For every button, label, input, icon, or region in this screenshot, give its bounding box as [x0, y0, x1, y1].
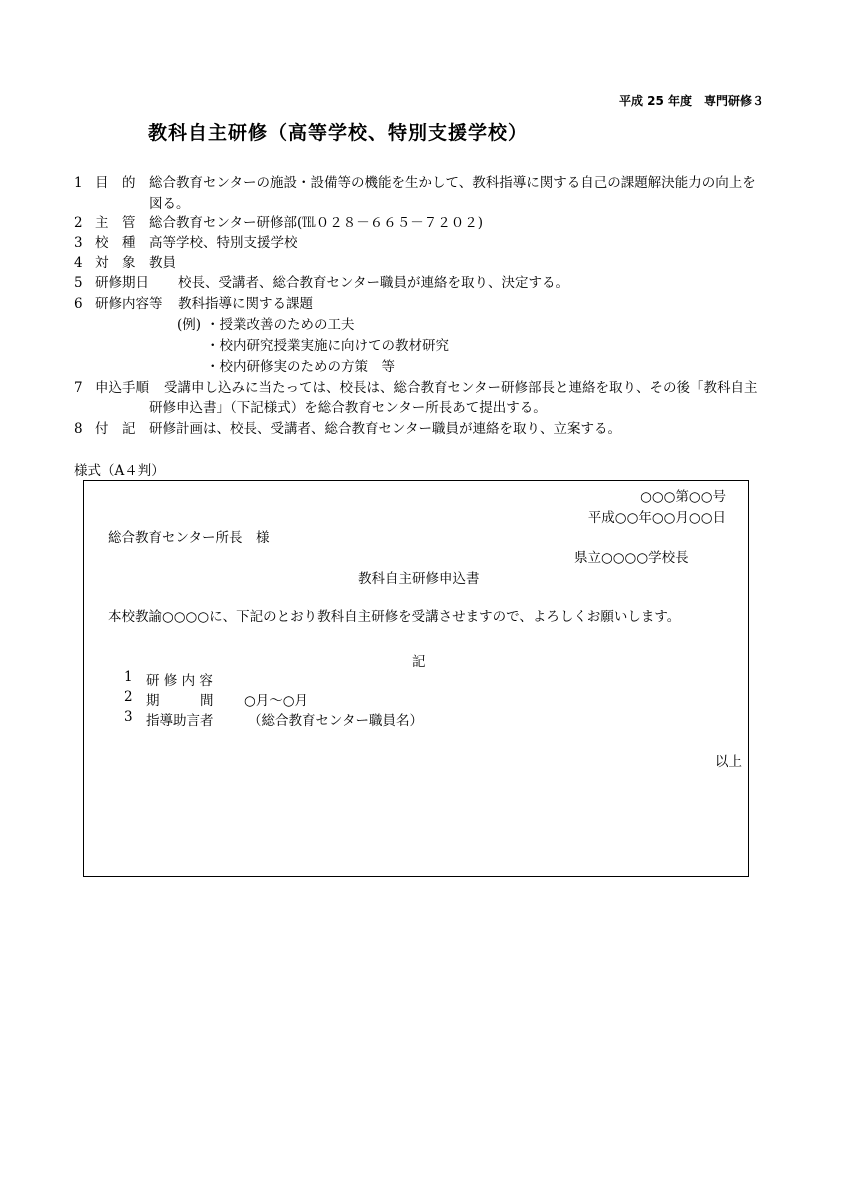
- form-title: 教科自主研修申込書: [358, 571, 480, 587]
- form-row-2-label: 期 間: [146, 693, 214, 709]
- item-3-number: 3: [74, 235, 83, 251]
- item-7-label: 申込手順: [95, 380, 149, 396]
- item-6-text: 教科指導に関する課題: [178, 296, 313, 312]
- item-7-text-line2: 研修申込書」（下記様式）を総合教育センター所長あて提出する。: [149, 400, 547, 416]
- form-format-label: 様式（A４判）: [74, 463, 165, 479]
- item-4-number: 4: [74, 255, 83, 271]
- page-title: 教科自主研修（高等学校、特別支援学校）: [148, 122, 529, 144]
- item-7-number: 7: [74, 380, 83, 396]
- item-4-label: 対 象: [95, 255, 136, 271]
- form-row-3-label: 指導助言者: [146, 713, 214, 729]
- form-ki: 記: [412, 654, 426, 670]
- item-1-label: 目 的: [95, 175, 136, 191]
- item-6-label: 研修内容等: [95, 296, 163, 312]
- item-5-number: 5: [74, 275, 83, 291]
- item-1-text-line2: 図る。: [149, 196, 190, 212]
- item-6-number: 6: [74, 296, 83, 312]
- item-2-text: 総合教育センター研修部(℡０２８－６６５－７２０２): [149, 215, 483, 231]
- item-8-number: 8: [74, 421, 83, 437]
- form-row-1-number: 1: [124, 669, 133, 685]
- item-6-example-1: ・授業改善のための工夫: [206, 317, 355, 333]
- item-3-text: 高等学校、特別支援学校: [149, 235, 298, 251]
- item-2-label: 主 管: [95, 215, 136, 231]
- item-3-label: 校 種: [95, 235, 136, 251]
- form-date: 平成○○年○○月○○日: [587, 510, 726, 526]
- form-sender: 県立○○○○学校長: [574, 550, 689, 566]
- form-addressee: 総合教育センター所長 様: [108, 530, 270, 546]
- item-2-number: 2: [74, 215, 83, 231]
- item-6-example-3: ・校内研修実のための方策 等: [206, 359, 395, 375]
- application-form-box: [83, 480, 749, 877]
- item-5-label: 研修期日: [95, 275, 149, 291]
- item-8-text: 研修計画は、校長、受講者、総合教育センター職員が連絡を取り、立案する。: [149, 421, 621, 437]
- form-row-1-label: 研 修 内 容: [146, 673, 213, 689]
- header-note: 平成 25 年度 専門研修３: [618, 94, 764, 108]
- form-closing: 以上: [715, 754, 742, 770]
- item-6-example-prefix: (例): [177, 317, 202, 333]
- item-4-text: 教員: [149, 255, 176, 271]
- item-7-text-line1: 受講申し込みに当たっては、校長は、総合教育センター研修部長と連絡を取り、その後「教科自主: [164, 380, 758, 396]
- form-row-3-number: 3: [124, 709, 133, 725]
- item-8-label: 付 記: [95, 421, 136, 437]
- form-doc-number: ○○○第○○号: [640, 489, 726, 505]
- form-row-3-value: （総合教育センター職員名）: [248, 713, 423, 729]
- form-row-2-value: ○月～○月: [244, 693, 309, 709]
- item-5-text: 校長、受講者、総合教育センター職員が連絡を取り、決定する。: [178, 275, 569, 291]
- form-row-2-number: 2: [124, 689, 133, 705]
- item-6-example-2: ・校内研究授業実施に向けての教材研究: [206, 338, 449, 354]
- item-1-text-line1: 総合教育センターの施設・設備等の機能を生かして、教科指導に関する自己の課題解決能力の向上を: [149, 175, 756, 191]
- item-1-number: 1: [74, 175, 83, 191]
- form-body-text: 本校教諭○○○○に、下記のとおり教科自主研修を受講させますので、よろしくお願いします。: [108, 609, 681, 625]
